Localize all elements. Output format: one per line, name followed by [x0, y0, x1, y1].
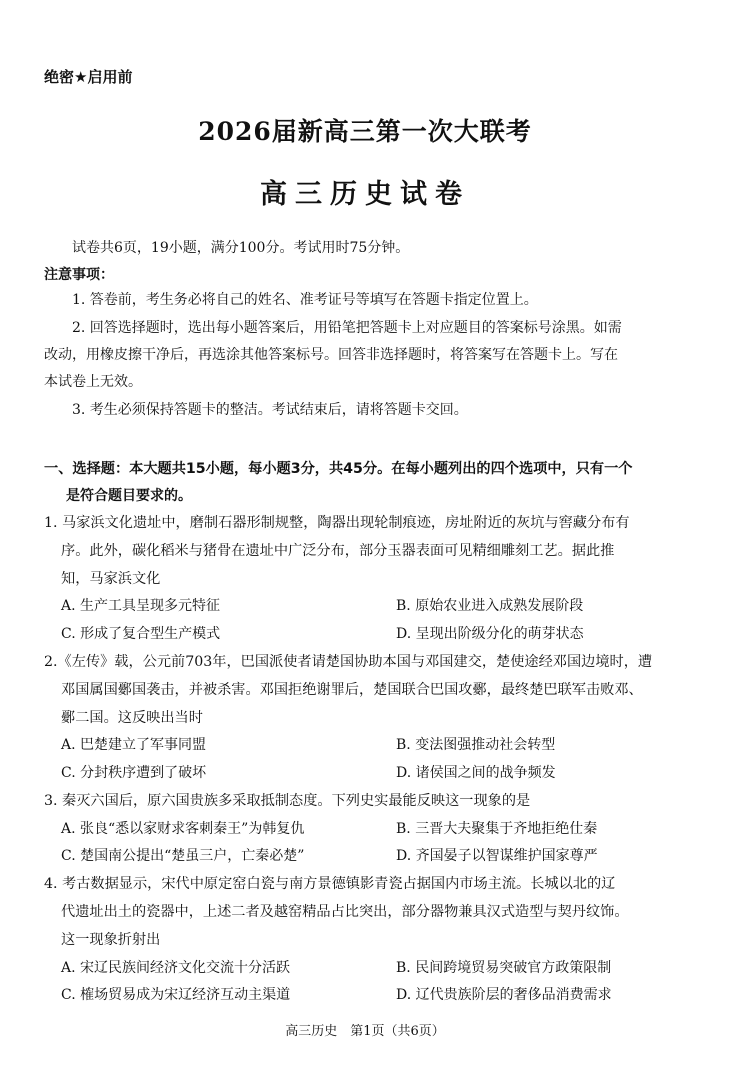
- question-2-text: 鄾二国。这反映出当时: [61, 710, 203, 726]
- question-3-option-b[interactable]: B. 三晋大夫聚集于齐地拒绝仕秦: [396, 821, 598, 837]
- question-2-text: 邓国属国鄾国袭击，并被杀害。邓国拒绝谢罪后，楚国联合巴国攻鄾，最终楚巴联军击败邓、: [61, 682, 643, 698]
- question-3-text: 3. 秦灭六国后，原六国贵族多采取抵制态度。下列史实最能反映这一现象的是: [44, 793, 531, 809]
- question-2-option-b[interactable]: B. 变法图强推动社会转型: [396, 737, 556, 753]
- exam-title: 2026届新高三第一次大联考: [198, 117, 532, 146]
- question-4-option-c[interactable]: C. 榷场贸易成为宋辽经济互动主渠道: [61, 987, 291, 1003]
- notice-item: 本试卷上无效。: [44, 374, 142, 390]
- question-3-option-c[interactable]: C. 楚国南公提出“楚虽三户，亡秦必楚”: [61, 848, 305, 864]
- question-4-option-a[interactable]: A. 宋辽民族间经济文化交流十分活跃: [61, 960, 291, 976]
- section-heading-cont: 是符合题目要求的。: [66, 488, 192, 504]
- question-4-option-d[interactable]: D. 辽代贵族阶层的奢侈品消费需求: [396, 987, 612, 1003]
- notice-item: 2. 回答选择题时，选出每小题答案后，用铅笔把答题卡上对应题目的答案标号涂黑。如需: [72, 320, 622, 336]
- question-2-option-a[interactable]: A. 巴楚建立了军事同盟: [61, 737, 207, 753]
- question-2-option-c[interactable]: C. 分封秩序遭到了破坏: [61, 765, 207, 781]
- question-4-text: 代遗址出土的瓷器中，上述二者及越窑精品占比突出，部分器物兼具汉式造型与契丹纹饰。: [61, 904, 629, 920]
- question-1-option-d[interactable]: D. 呈现出阶级分化的萌芽状态: [396, 626, 584, 642]
- question-1-option-c[interactable]: C. 形成了复合型生产模式: [61, 626, 221, 642]
- question-1-text: 知，马家浜文化: [61, 571, 161, 587]
- confidential-label: 绝密★启用前: [44, 68, 133, 86]
- question-3-option-a[interactable]: A. 张良“悉以家财求客刺秦王”为韩复仇: [61, 821, 305, 837]
- question-1-text: 1. 马家浜文化遗址中，磨制石器形制规整，陶器出现轮制痕迹，房址附近的灰坑与窖藏分布有: [44, 515, 630, 531]
- question-1-text: 序。此外，碳化稻米与猪骨在遗址中广泛分布，部分玉器表面可见精细雕刻工艺。据此推: [61, 543, 615, 559]
- notice-title: 注意事项：: [44, 267, 114, 283]
- notice-item: 1. 答卷前，考生务必将自己的姓名、准考证号等填写在答题卡指定位置上。: [72, 292, 538, 308]
- question-3-option-d[interactable]: D. 齐国晏子以智谋维护国家尊严: [396, 848, 598, 864]
- subject-title: 高三历史试卷: [260, 179, 470, 210]
- notice-item: 改动，用橡皮擦干净后，再选涂其他答案标号。回答非选择题时，将答案写在答题卡上。写在: [44, 347, 618, 363]
- page-footer: 高三历史 第1页（共6页）: [285, 1024, 445, 1039]
- question-4-text: 这一现象折射出: [61, 932, 161, 948]
- question-1-option-a[interactable]: A. 生产工具呈现多元特征: [61, 598, 221, 614]
- question-4-option-b[interactable]: B. 民间跨境贸易突破官方政策限制: [396, 960, 612, 976]
- notice-item: 3. 考生必须保持答题卡的整洁。考试结束后，请将答题卡交回。: [72, 402, 468, 418]
- question-1-option-b[interactable]: B. 原始农业进入成熟发展阶段: [396, 598, 584, 614]
- question-4-text: 4. 考古数据显示，宋代中原定窑白瓷与南方景德镇影青瓷占据国内市场主流。长城以北的辽: [44, 876, 616, 892]
- section-heading: 一、选择题：本大题共15小题，每小题3分，共45分。在每小题列出的四个选项中，只有一个: [44, 461, 633, 477]
- question-2-text: 2.《左传》载，公元前703年，巴国派使者请楚国协助本国与邓国建交，楚使途经邓国边境时，遭: [44, 654, 653, 670]
- question-2-option-d[interactable]: D. 诸侯国之间的战争频发: [396, 765, 556, 781]
- exam-intro: 试卷共6页，19小题，满分100分。考试用时75分钟。: [72, 240, 410, 256]
